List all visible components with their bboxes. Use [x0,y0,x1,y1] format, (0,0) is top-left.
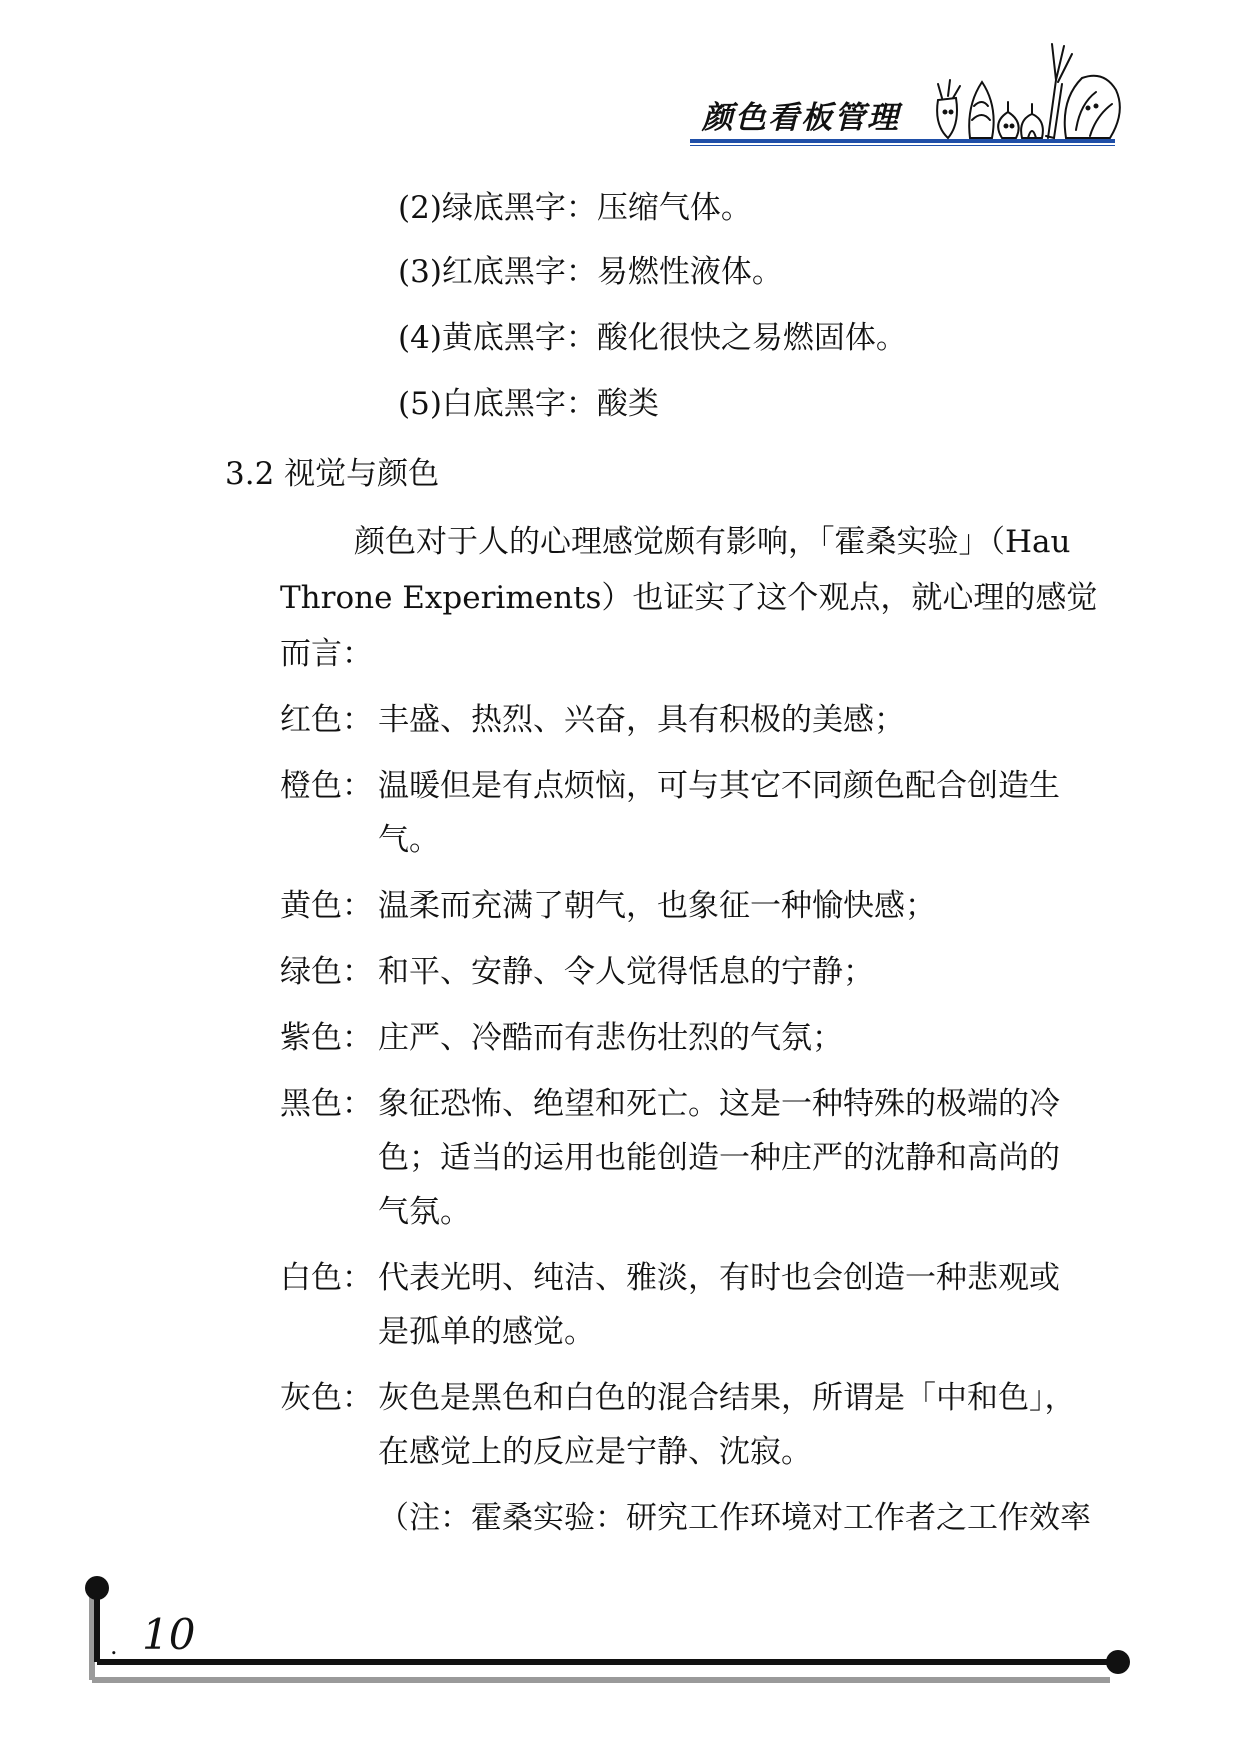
vegetable-illustration-icon [920,40,1130,142]
header-rule-thin [690,145,1115,146]
color-description: 色；适当的运用也能创造一种庄严的沈静和高尚的 [378,1140,1060,1176]
color-description: 丰盛、热烈、兴奋，具有积极的美感； [378,702,905,738]
list-item: (4)黄底黑字：酸化很快之易燃固体。 [398,320,907,356]
color-description: 温暖但是有点烦恼，可与其它不同颜色配合创造生 [378,768,1060,804]
footer-dot-right-icon [1106,1650,1130,1674]
list-item: (2)绿底黑字：压缩气体。 [398,190,752,226]
color-description: 气。 [378,822,440,858]
color-term: 橙色： [280,768,373,804]
color-term: 黄色： [280,888,373,924]
paragraph-line: 颜色对于人的心理感觉颇有影响，「霍桑实验」（Hau [354,524,1071,560]
svg-text:.: . [110,1632,118,1660]
color-description: 是孤单的感觉。 [378,1314,595,1350]
color-term: 绿色： [280,954,373,990]
section-heading: 3.2 视觉与颜色 [225,456,440,492]
color-term: 灰色： [280,1380,373,1416]
footer-dot-top-icon [85,1576,109,1600]
color-description: 在感觉上的反应是宁静、沈寂。 [378,1434,812,1470]
color-term: 红色： [280,702,373,738]
color-description: 象征恐怖、绝望和死亡。这是一种特殊的极端的冷 [378,1086,1060,1122]
paragraph-line: Throne Experiments）也证实了这个观点，就心理的感觉 [280,580,1098,616]
running-header-title: 颜色看板管理 [702,100,900,136]
list-item: (3)红底黑字：易燃性液体。 [398,254,783,290]
page-number: 10 [142,1610,196,1659]
color-term: 黑色： [280,1086,373,1122]
color-description: 灰色是黑色和白色的混合结果，所谓是「中和色」， [378,1380,1076,1416]
color-description: 庄严、冷酷而有悲伤壮烈的气氛； [378,1020,843,1056]
color-description: 温柔而充满了朝气，也象征一种愉快感； [378,888,936,924]
list-item: (5)白底黑字：酸类 [398,386,659,422]
color-term: 白色： [280,1260,373,1296]
color-description: 和平、安静、令人觉得恬息的宁静； [378,954,874,990]
paragraph-line: 而言： [280,636,373,672]
color-term: 紫色： [280,1020,373,1056]
footnote-line: （注：霍桑实验：研究工作环境对工作者之工作效率 [378,1500,1091,1536]
color-description: 代表光明、纯洁、雅淡，有时也会创造一种悲观或 [378,1260,1060,1296]
color-description: 气氛。 [378,1194,471,1230]
